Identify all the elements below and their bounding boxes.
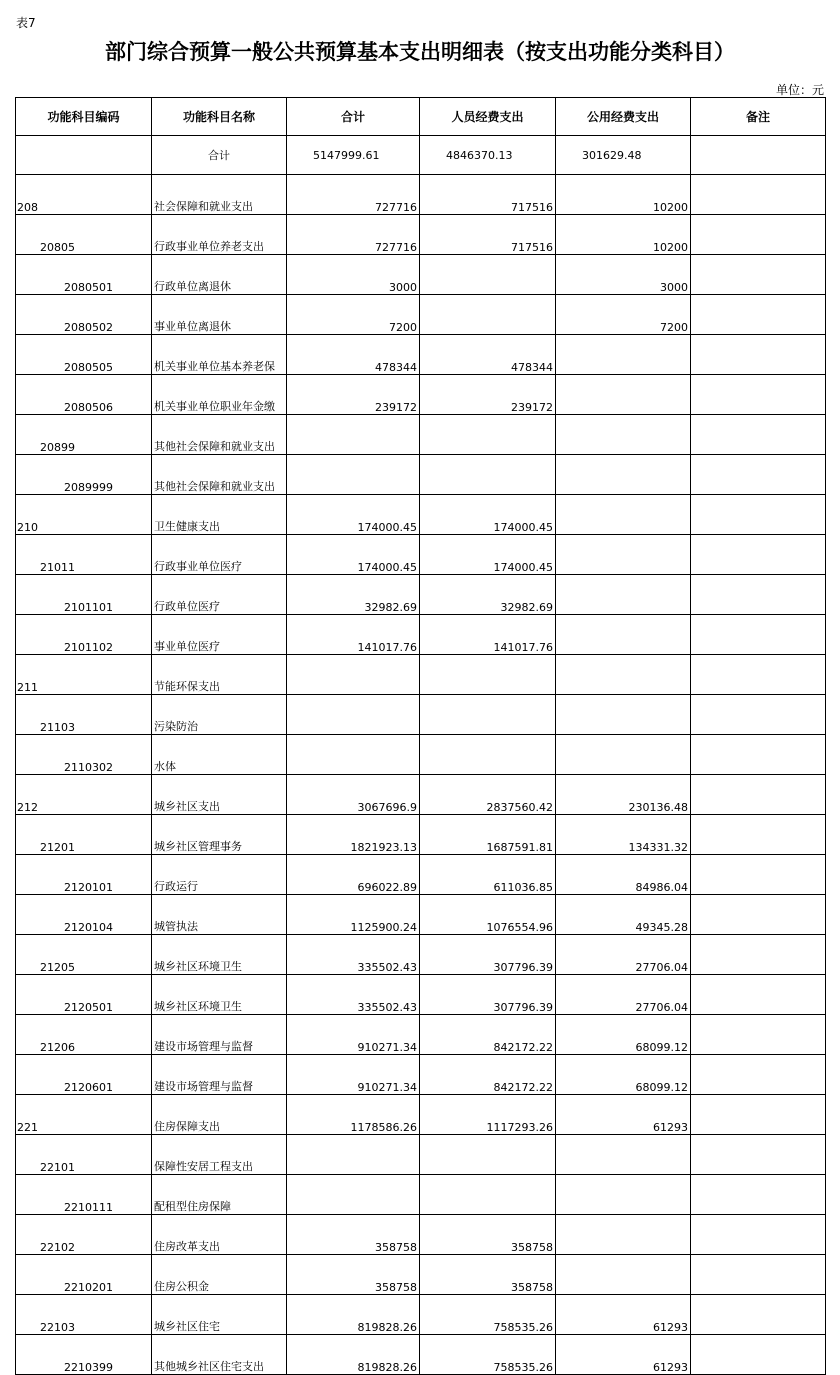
total-cell: 174000.45: [287, 495, 420, 535]
personnel-cell: [420, 655, 556, 695]
note-cell: [691, 375, 826, 415]
name-cell: 行政单位医疗: [152, 575, 287, 615]
personnel-cell: 174000.45: [420, 535, 556, 575]
name-cell: 配租型住房保障: [152, 1175, 287, 1215]
total-cell: [287, 1175, 420, 1215]
table-row: [16, 1055, 826, 1095]
code-cell: 2080502: [16, 295, 152, 335]
personnel-cell: [420, 1175, 556, 1215]
personnel-cell: 174000.45: [420, 495, 556, 535]
name-cell: 城乡社区环境卫生: [152, 935, 287, 975]
total-row: [16, 136, 826, 175]
code-cell: 2120101: [16, 855, 152, 895]
table-row: [16, 735, 826, 775]
personnel-cell: 239172: [420, 375, 556, 415]
total-cell: 910271.34: [287, 1015, 420, 1055]
personnel-cell: [420, 1135, 556, 1175]
name-cell: 城乡社区住宅: [152, 1295, 287, 1335]
personnel-cell: 478344: [420, 335, 556, 375]
public-cell: 61293: [556, 1295, 691, 1335]
table-row: [16, 775, 826, 815]
code-cell: 2210111: [16, 1175, 152, 1215]
name-cell: 城管执法: [152, 895, 287, 935]
note-cell: [691, 655, 826, 695]
table-row: [16, 895, 826, 935]
note-cell: [691, 495, 826, 535]
note-cell: [691, 575, 826, 615]
header-total: 合计: [287, 98, 420, 136]
note-cell: [691, 855, 826, 895]
name-cell: 城乡社区支出: [152, 775, 287, 815]
public-cell: 68099.12: [556, 1055, 691, 1095]
personnel-cell: 1076554.96: [420, 895, 556, 935]
code-cell: 21103: [16, 695, 152, 735]
personnel-cell: [420, 255, 556, 295]
name-cell: 保障性安居工程支出: [152, 1135, 287, 1175]
table-row: [16, 1095, 826, 1135]
personnel-cell: [420, 735, 556, 775]
name-cell: 建设市场管理与监督: [152, 1055, 287, 1095]
name-cell: 城乡社区环境卫生: [152, 975, 287, 1015]
note-cell: [691, 975, 826, 1015]
header-personnel: 人员经费支出: [420, 98, 556, 136]
note-cell: [691, 255, 826, 295]
code-cell: 20899: [16, 415, 152, 455]
code-cell: 21201: [16, 815, 152, 855]
note-cell: [691, 1255, 826, 1295]
table-row: [16, 335, 826, 375]
code-cell: 211: [16, 655, 152, 695]
public-cell: [556, 1215, 691, 1255]
code-cell: 2089999: [16, 455, 152, 495]
note-cell: [691, 295, 826, 335]
name-cell: 污染防治: [152, 695, 287, 735]
public-cell: 61293: [556, 1095, 691, 1135]
note-cell: [691, 455, 826, 495]
personnel-cell: 141017.76: [420, 615, 556, 655]
public-cell: [556, 415, 691, 455]
total-cell: 696022.89: [287, 855, 420, 895]
total-cell: 1178586.26: [287, 1095, 420, 1135]
note-cell: [691, 1015, 826, 1055]
name-cell: 城乡社区管理事务: [152, 815, 287, 855]
code-cell: 2080505: [16, 335, 152, 375]
note-cell: [691, 1095, 826, 1135]
total-cell: 358758: [287, 1215, 420, 1255]
total-label: 合计: [152, 136, 287, 175]
total-cell: 239172: [287, 375, 420, 415]
total-cell: [287, 415, 420, 455]
table-row: [16, 935, 826, 975]
code-cell: 2120501: [16, 975, 152, 1015]
code-cell: 2120601: [16, 1055, 152, 1095]
budget-table: [15, 97, 826, 1375]
personnel-cell: 842172.22: [420, 1055, 556, 1095]
public-cell: [556, 695, 691, 735]
total-cell: [287, 455, 420, 495]
name-cell: 社会保障和就业支出: [152, 175, 287, 215]
page-title: 部门综合预算一般公共预算基本支出明细表（按支出功能分类科目）: [105, 39, 735, 64]
total-cell: 910271.34: [287, 1055, 420, 1095]
table-row: [16, 215, 826, 255]
note-cell: [691, 215, 826, 255]
public-cell: 27706.04: [556, 935, 691, 975]
personnel-cell: 717516: [420, 215, 556, 255]
code-cell: 2080506: [16, 375, 152, 415]
personnel-cell: 32982.69: [420, 575, 556, 615]
note-cell: [691, 775, 826, 815]
note-cell: [691, 1055, 826, 1095]
public-cell: [556, 655, 691, 695]
note-cell: [691, 695, 826, 735]
code-cell: 2101101: [16, 575, 152, 615]
total-cell: 141017.76: [287, 615, 420, 655]
name-cell: 机关事业单位职业年金缴: [152, 375, 287, 415]
note-cell: [691, 735, 826, 775]
code-cell: 21206: [16, 1015, 152, 1055]
code-cell: 2210201: [16, 1255, 152, 1295]
total-cell: 1821923.13: [287, 815, 420, 855]
table-row: [16, 255, 826, 295]
table-row: [16, 1135, 826, 1175]
public-cell: [556, 495, 691, 535]
personnel-cell: 307796.39: [420, 935, 556, 975]
code-cell: 21011: [16, 535, 152, 575]
code-cell: 210: [16, 495, 152, 535]
total-cell: 727716: [287, 175, 420, 215]
public-cell: [556, 1135, 691, 1175]
note-cell: [691, 935, 826, 975]
name-cell: 节能环保支出: [152, 655, 287, 695]
table-row: [16, 1015, 826, 1055]
public-cell: 3000: [556, 255, 691, 295]
total-cell: 32982.69: [287, 575, 420, 615]
note-cell: [691, 175, 826, 215]
name-cell: 住房保障支出: [152, 1095, 287, 1135]
total-cell: [287, 695, 420, 735]
public-cell: 10200: [556, 215, 691, 255]
note-cell: [691, 615, 826, 655]
header-name: 功能科目名称: [152, 98, 287, 136]
unit-label: 单位：元: [775, 83, 824, 97]
public-cell: [556, 335, 691, 375]
code-cell: 2080501: [16, 255, 152, 295]
personnel-cell: 2837560.42: [420, 775, 556, 815]
note-cell: [691, 1135, 826, 1175]
code-cell: 212: [16, 775, 152, 815]
table-row: [16, 575, 826, 615]
header-row: [16, 98, 826, 136]
table-body: [16, 136, 826, 1375]
public-cell: 27706.04: [556, 975, 691, 1015]
name-cell: 住房公积金: [152, 1255, 287, 1295]
header-code: 功能科目编码: [16, 98, 152, 136]
name-cell: 行政事业单位养老支出: [152, 215, 287, 255]
code-cell: 21205: [16, 935, 152, 975]
public-cell: [556, 535, 691, 575]
code-cell: 221: [16, 1095, 152, 1135]
name-cell: 其他城乡社区住宅支出: [152, 1335, 287, 1375]
table-row: [16, 695, 826, 735]
public-cell: [556, 375, 691, 415]
note-cell: [691, 1335, 826, 1375]
total-sum: 5147999.61: [287, 136, 420, 175]
note-cell: [691, 335, 826, 375]
table-row: [16, 1295, 826, 1335]
code-cell: 2101102: [16, 615, 152, 655]
name-cell: 事业单位医疗: [152, 615, 287, 655]
name-cell: 行政事业单位医疗: [152, 535, 287, 575]
total-cell: 174000.45: [287, 535, 420, 575]
name-cell: 其他社会保障和就业支出: [152, 455, 287, 495]
public-cell: 7200: [556, 295, 691, 335]
note-cell: [691, 815, 826, 855]
table-row: [16, 535, 826, 575]
code-cell: 2120104: [16, 895, 152, 935]
code-cell: 22101: [16, 1135, 152, 1175]
personnel-cell: [420, 415, 556, 455]
total-cell: 819828.26: [287, 1295, 420, 1335]
total-cell: [287, 735, 420, 775]
name-cell: 住房改革支出: [152, 1215, 287, 1255]
total-cell: 335502.43: [287, 935, 420, 975]
personnel-cell: 1117293.26: [420, 1095, 556, 1135]
table-row: [16, 815, 826, 855]
public-cell: [556, 1175, 691, 1215]
public-cell: 68099.12: [556, 1015, 691, 1055]
public-cell: 61293: [556, 1335, 691, 1375]
personnel-cell: 758535.26: [420, 1295, 556, 1335]
name-cell: 行政运行: [152, 855, 287, 895]
total-cell: 3000: [287, 255, 420, 295]
header-public: 公用经费支出: [556, 98, 691, 136]
personnel-cell: 358758: [420, 1255, 556, 1295]
personnel-cell: [420, 455, 556, 495]
name-cell: 卫生健康支出: [152, 495, 287, 535]
total-cell: 335502.43: [287, 975, 420, 1015]
note-cell: [691, 895, 826, 935]
personnel-cell: 611036.85: [420, 855, 556, 895]
table-row: [16, 175, 826, 215]
table-row: [16, 1215, 826, 1255]
total-cell: 358758: [287, 1255, 420, 1295]
name-cell: 水体: [152, 735, 287, 775]
table-row: [16, 1175, 826, 1215]
personnel-cell: 758535.26: [420, 1335, 556, 1375]
code-cell: 22102: [16, 1215, 152, 1255]
public-cell: [556, 455, 691, 495]
name-cell: 行政单位离退休: [152, 255, 287, 295]
public-cell: 84986.04: [556, 855, 691, 895]
total-cell: 478344: [287, 335, 420, 375]
total-public: 301629.48: [556, 136, 691, 175]
public-cell: [556, 1255, 691, 1295]
header-note: 备注: [691, 98, 826, 136]
table-row: [16, 375, 826, 415]
table-row: [16, 855, 826, 895]
total-cell: [287, 655, 420, 695]
public-cell: 49345.28: [556, 895, 691, 935]
personnel-cell: 717516: [420, 175, 556, 215]
name-cell: 事业单位离退休: [152, 295, 287, 335]
total-code-cell: [16, 136, 152, 175]
note-cell: [691, 1215, 826, 1255]
public-cell: 10200: [556, 175, 691, 215]
table-row: [16, 655, 826, 695]
note-cell: [691, 1175, 826, 1215]
total-cell: 7200: [287, 295, 420, 335]
note-cell: [691, 535, 826, 575]
total-cell: 819828.26: [287, 1335, 420, 1375]
public-cell: 134331.32: [556, 815, 691, 855]
code-cell: 20805: [16, 215, 152, 255]
public-cell: 230136.48: [556, 775, 691, 815]
total-cell: [287, 1135, 420, 1175]
public-cell: [556, 575, 691, 615]
public-cell: [556, 735, 691, 775]
public-cell: [556, 615, 691, 655]
personnel-cell: [420, 295, 556, 335]
personnel-cell: 1687591.81: [420, 815, 556, 855]
code-cell: 22103: [16, 1295, 152, 1335]
name-cell: 机关事业单位基本养老保: [152, 335, 287, 375]
note-cell: [691, 415, 826, 455]
code-cell: 208: [16, 175, 152, 215]
table-row: [16, 615, 826, 655]
total-cell: 3067696.9: [287, 775, 420, 815]
table-number: 表7: [16, 16, 36, 30]
table-row: [16, 1335, 826, 1375]
personnel-cell: 307796.39: [420, 975, 556, 1015]
table-row: [16, 415, 826, 455]
table-row: [16, 1255, 826, 1295]
table-row: [16, 455, 826, 495]
name-cell: 其他社会保障和就业支出: [152, 415, 287, 455]
total-personnel: 4846370.13: [420, 136, 556, 175]
personnel-cell: [420, 695, 556, 735]
total-cell: 727716: [287, 215, 420, 255]
total-note: [691, 136, 826, 175]
table-row: [16, 975, 826, 1015]
code-cell: 2210399: [16, 1335, 152, 1375]
personnel-cell: 358758: [420, 1215, 556, 1255]
note-cell: [691, 1295, 826, 1335]
total-cell: 1125900.24: [287, 895, 420, 935]
personnel-cell: 842172.22: [420, 1015, 556, 1055]
name-cell: 建设市场管理与监督: [152, 1015, 287, 1055]
table-row: [16, 295, 826, 335]
table-row: [16, 495, 826, 535]
code-cell: 2110302: [16, 735, 152, 775]
